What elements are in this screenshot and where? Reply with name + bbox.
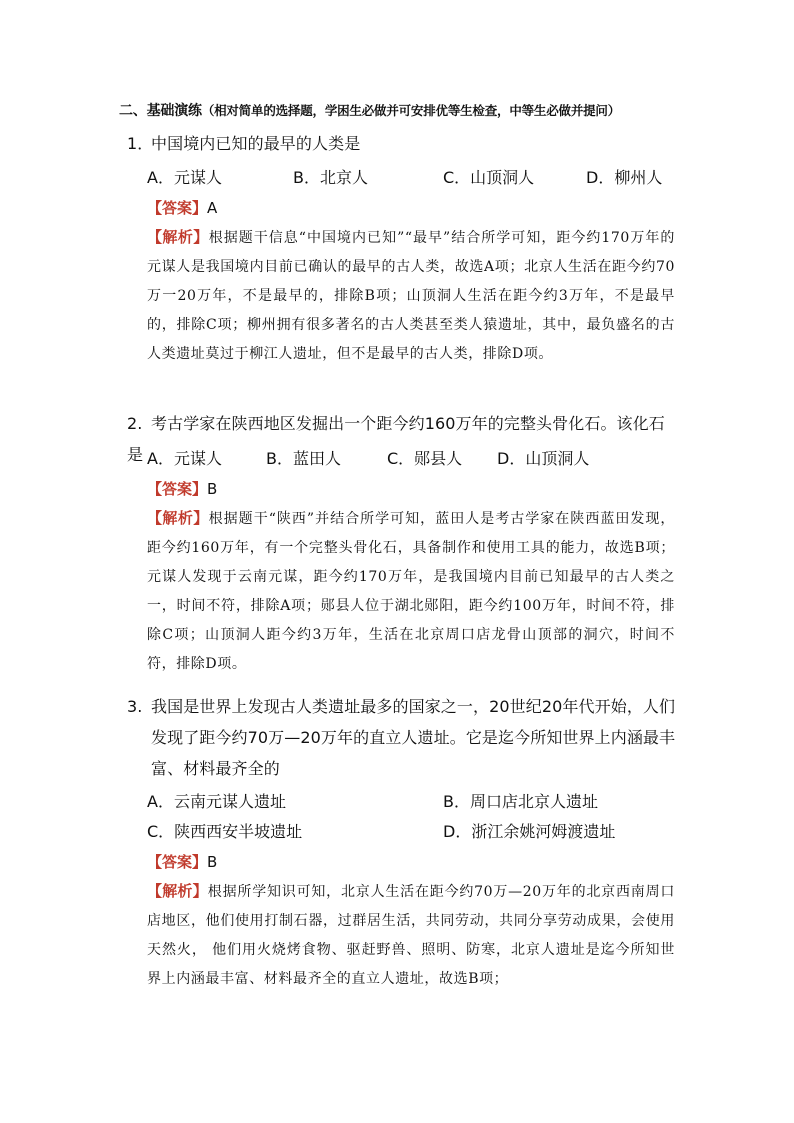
question-1-option-b: B．北京人 (293, 168, 368, 187)
question-1-answer (147, 197, 217, 218)
question-2-answer-value: B (207, 480, 218, 498)
question-3-answer-value: B (207, 853, 218, 871)
question-2-option-c: C．郧县人 (387, 449, 463, 468)
question-1-analysis (147, 223, 675, 369)
section-note: （相对简单的选择题，学困生必做并可安排优等生检查，中等生必做并提问） (201, 103, 621, 118)
question-2-answer (147, 478, 217, 499)
question-2-analysis (147, 504, 675, 679)
question-1-option-d: D．柳州人 (586, 168, 663, 187)
question-1-text: 中国境内已知的最早的人类是 (151, 134, 361, 153)
section-title-text: 二、基础演练 (119, 103, 202, 119)
question-3-answer (147, 851, 217, 872)
question-3-text-line1: 我国是世界上发现古人类遗址最多的国家之一，20世纪20年代开始，人们 (151, 697, 676, 716)
question-3-option-c: C．陕西西安半坡遗址 (147, 822, 303, 841)
question-2-option-d: D．山顶洞人 (497, 449, 590, 468)
question-3-option-b: B．周口店北京人遗址 (443, 792, 598, 811)
question-2-option-a: A．元谋人 (147, 449, 222, 468)
analysis-tag: 【解析】 (147, 509, 209, 527)
analysis-tag: 【解析】 (147, 882, 208, 900)
question-3-analysis-text: 根据所学知识可知，北京人生活在距今约70万—20万年的北京西南周口店地区，他们使用打制石器，过群居生活，共同劳动，共同分享劳动成果，会使用天然火， 他们用火烧烤食物、驱赶野兽、照明、防寒，北京人遗址是迄今所知世界上内涵最丰富、材料最齐全的直立人遗址，故选B项； (147, 884, 675, 987)
answer-tag: 【答案】 (147, 199, 208, 217)
question-1-number: 1． (127, 134, 154, 153)
question-3-stem (127, 691, 679, 784)
question-3-option-a: A．云南元谋人遗址 (147, 792, 286, 811)
question-2-text: 考古学家在陕西地区发掘出一个距今约160万年的完整头骨化石。该化石是 (127, 414, 665, 464)
question-3-option-d: D．浙江余姚河姆渡遗址 (443, 822, 616, 841)
question-2-option-b: B．蓝田人 (266, 449, 341, 468)
answer-tag: 【答案】 (147, 853, 208, 871)
section-title (119, 100, 620, 120)
question-1-stem (127, 128, 679, 159)
question-3-analysis (147, 877, 675, 994)
question-1-option-c: C．山顶洞人 (443, 168, 535, 187)
analysis-tag: 【解析】 (147, 228, 209, 246)
question-1-option-a: A．元谋人 (147, 168, 222, 187)
answer-tag: 【答案】 (147, 480, 208, 498)
question-3-text-rest: 发现了距今约70万—20万年的直立人遗址。它是迄今所知世界上内涵最丰富、材料最齐全的 (151, 728, 676, 778)
question-1-analysis-text: 根据题干信息“中国境内已知”“最早”结合所学可知，距今约170万年的元谋人是我国境内目前已确认的最早的古人类，故选A项；北京人生活在距今约70万一20万年，不是最早的，排除B项；山顶洞人生活在距今约3万年，不是最早的，排除C项；柳州拥有很多著名的古人类甚至类人猿遗址，其中，最负盛名的古人类遗址莫过于柳江人遗址，但不是最早的古人类，排除D项。 (147, 230, 675, 362)
question-1-answer-value: A (207, 199, 218, 217)
question-2-analysis-text: 根据题干“陕西”并结合所学可知，蓝田人是考古学家在陕西蓝田发现，距今约160万年，有一个完整头骨化石，具备制作和使用工具的能力，故选B项；元谋人发现于云南元谋，距今约170万年，是我国境内目前已知最早的古人类之一，时间不符，排除A项；郧县人位于湖北郧阳，距今约100万年，时间不符，排除C项；山顶洞人距今约3万年，生活在北京周口店龙骨山顶部的洞穴，时间不符，排除D项。 (147, 511, 675, 672)
question-2-number: 2. (127, 414, 143, 433)
question-3-number: 3. (127, 697, 143, 716)
